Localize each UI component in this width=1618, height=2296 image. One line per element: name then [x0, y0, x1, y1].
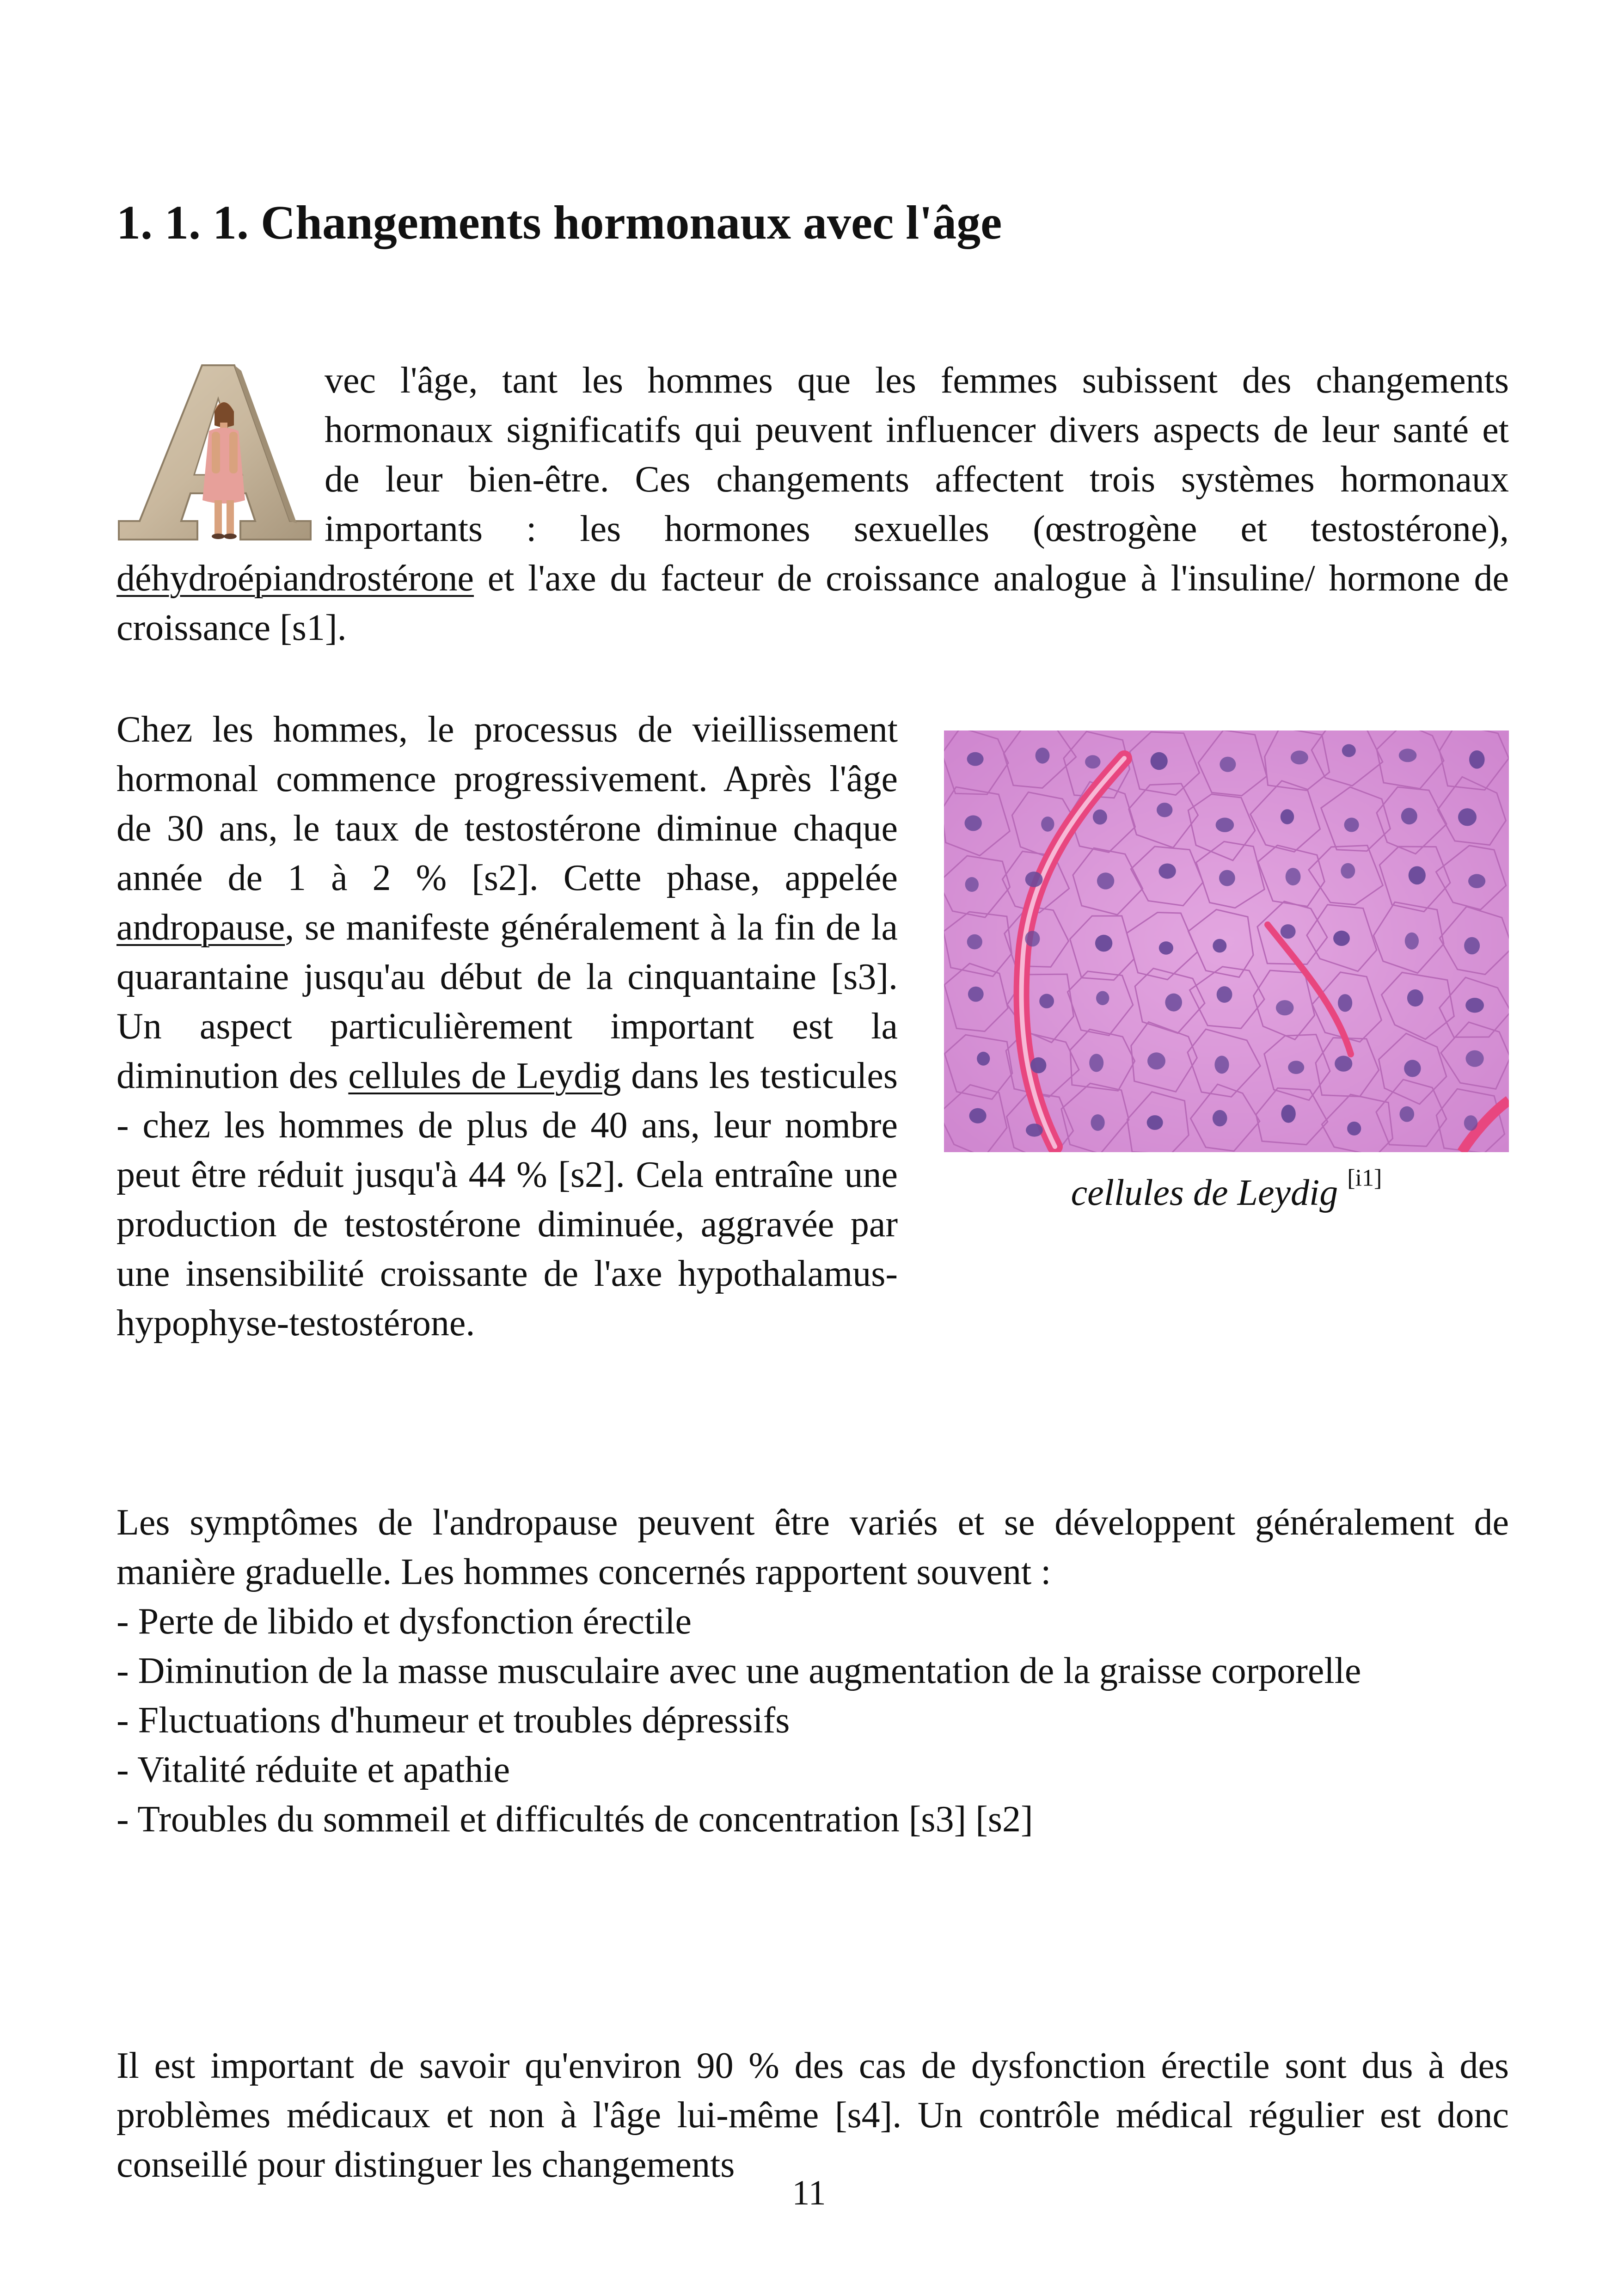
drop-cap-letter-a-icon	[116, 362, 315, 546]
leydig-paragraph	[116, 705, 1509, 1348]
intro-paragraph	[116, 356, 1509, 653]
cell-nucleus	[1347, 1122, 1361, 1136]
cell-nucleus	[1096, 991, 1109, 1006]
leydig-cells-link[interactable]: cellules de Leydig	[348, 1056, 621, 1096]
cell-nucleus	[1281, 924, 1296, 939]
cell-nucleus	[1157, 803, 1172, 817]
cell-nucleus	[1335, 1056, 1352, 1071]
cell-nucleus	[967, 934, 982, 950]
cell-nucleus	[1213, 939, 1226, 953]
cell-nucleus	[1404, 1060, 1421, 1077]
cell-nucleus	[1147, 1052, 1165, 1069]
andropause-link[interactable]: andropause	[116, 907, 285, 948]
cell-nucleus	[1399, 749, 1417, 762]
cell-nucleus	[1469, 750, 1485, 769]
cell-nucleus	[1276, 1000, 1294, 1015]
list-item: - Perte de libido et dysfonction érectile	[116, 1601, 692, 1642]
cell-nucleus	[1151, 752, 1168, 770]
cell-nucleus	[967, 752, 984, 766]
cell-nucleus	[969, 1108, 987, 1123]
cell-nucleus	[1147, 1115, 1163, 1130]
cell-nucleus	[1025, 931, 1040, 946]
cell-nucleus	[1220, 757, 1236, 772]
cell-nucleus	[1466, 1050, 1484, 1067]
cell-nucleus	[1036, 748, 1050, 764]
cell-nucleus	[1464, 937, 1480, 955]
cell-nucleus	[1333, 931, 1350, 946]
symptoms-section	[116, 1498, 1509, 1844]
leydig-text-2: , se manifeste généralement à la fin de la quarantaine jusqu'au début de la cinquantaine [s3]. Un aspect particulièrement important est la diminution des	[116, 907, 898, 1096]
cell-nucleus	[1093, 810, 1107, 825]
cell-nucleus	[1159, 941, 1173, 955]
cell-nucleus	[1217, 986, 1232, 1003]
cell-nucleus	[1041, 816, 1054, 832]
cell-nucleus	[1165, 994, 1182, 1012]
cell-nucleus	[1091, 1114, 1105, 1131]
dhea-link[interactable]: déhydroépiandrostérone	[116, 558, 474, 599]
page-number: 11	[792, 2173, 826, 2212]
cell-nucleus	[1344, 818, 1359, 832]
cell-nucleus	[1281, 1105, 1295, 1123]
cell-nucleus	[1216, 818, 1234, 832]
cell-nucleus	[1338, 994, 1352, 1012]
cell-nucleus	[1219, 870, 1235, 886]
leydig-figure	[944, 705, 1509, 1260]
list-item: - Vitalité réduite et apathie	[116, 1750, 510, 1790]
cell-nucleus	[1342, 744, 1356, 757]
symptoms-intro: Les symptômes de l'andropause peuvent être variés et se développent généralement de manière graduelle. Les hommes concernés rapportent souvent :	[116, 1502, 1509, 1592]
cell-nucleus	[1286, 868, 1301, 885]
intro-text-start: vec l'âge, tant les hommes que les femmes subissent des changements hormonaux significatifs qui peuvent influencer divers aspects de leur santé et de leur bien-être. Ces changements affectent trois systèmes hormonaux importants : les hormones sexuelles (œstrogène et testostérone),	[325, 360, 1509, 549]
cell-nucleus	[968, 987, 984, 1002]
cell-nucleus	[1214, 1056, 1229, 1074]
cell-nucleus	[1401, 808, 1417, 824]
cell-nucleus	[977, 1052, 990, 1066]
drop-cap-illustration	[116, 362, 315, 546]
list-item: - Troubles du sommeil et difficultés de concentration [s3] [s2]	[116, 1799, 1033, 1840]
cell-nucleus	[1400, 1106, 1415, 1122]
list-item: - Diminution de la masse musculaire avec une augmentation de la graisse corporelle	[116, 1651, 1361, 1691]
cell-nucleus	[1291, 750, 1308, 764]
cell-nucleus	[1025, 872, 1043, 887]
list-item: - Fluctuations d'humeur et troubles dépressifs	[116, 1700, 790, 1741]
cell-nucleus	[1405, 933, 1419, 950]
cell-nucleus	[1341, 863, 1355, 879]
cell-nucleus	[1468, 874, 1485, 888]
cell-nucleus	[1085, 755, 1100, 768]
leydig-text-1: Chez les hommes, le processus de vieillissement hormonal commence progressivement. Après l'âge de 30 ans, le taux de testostérone diminue chaque année de 1 à 2 % [s2]. Cette phase, appelée	[116, 709, 898, 898]
cell-nucleus	[1409, 866, 1426, 885]
figure-reference: [i1]	[1347, 1165, 1382, 1191]
cell-nucleus	[1458, 808, 1477, 826]
leydig-text-3: dans les testicules - chez les hommes de plus de 40 ans, leur nombre peut être réduit jusqu'à 44 % [s2]. Cela entraîne une production de testostérone diminuée, aggravée par une insensibilité croissante de l'axe hypothalamus-hypophyse-testostérone.	[116, 1056, 898, 1344]
cell-nucleus	[1464, 1115, 1477, 1130]
leydig-cells-micrograph-image	[944, 731, 1509, 1152]
cell-nucleus	[965, 815, 982, 831]
cell-nucleus	[1095, 935, 1112, 952]
section-heading: 1. 1. 1. Changements hormonaux avec l'âge	[116, 196, 1002, 249]
cell-nucleus	[1281, 809, 1294, 824]
cell-nucleus	[1026, 1123, 1043, 1136]
cell-nucleus	[1039, 994, 1054, 1008]
figure-caption	[944, 1165, 1509, 1215]
intro-text-end: et l'axe du facteur de croissance analogue à l'insuline/ hormone de croissance [s1].	[116, 558, 1509, 648]
figure-caption-text: cellules de Leydig	[1071, 1173, 1338, 1213]
cell-nucleus	[1097, 872, 1114, 889]
cell-nucleus	[1288, 1061, 1304, 1074]
cell-nucleus	[1213, 1110, 1227, 1127]
cell-nucleus	[965, 877, 979, 892]
cell-nucleus	[1465, 998, 1484, 1013]
cell-nucleus	[1089, 1054, 1103, 1072]
closing-paragraph: Il est important de savoir qu'environ 90 % des cas de dysfonction érectile sont dus à des problèmes médicaux et non à l'âge lui-même [s4]. Un contrôle médical régulier est donc conseillé pour distinguer les changements	[116, 2045, 1509, 2185]
cell-nucleus	[1030, 1057, 1046, 1074]
cell-nucleus	[1158, 864, 1176, 879]
cell-nucleus	[1407, 989, 1423, 1007]
